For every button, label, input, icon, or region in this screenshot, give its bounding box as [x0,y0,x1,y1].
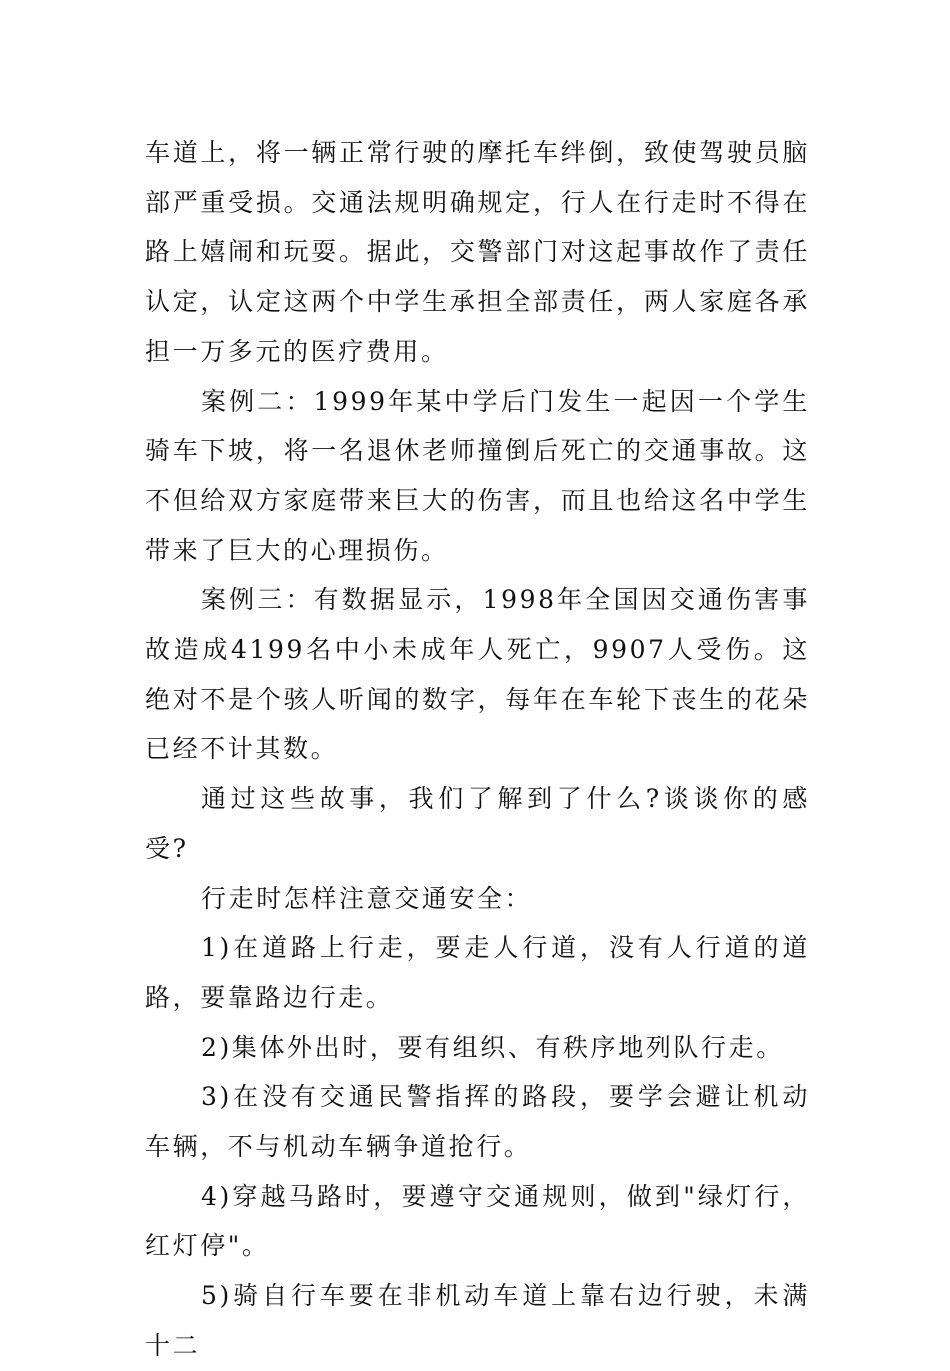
list-item-1: 1)在道路上行走，要走人行道，没有人行道的道路，要靠路边行走。 [145,933,810,1012]
document-page [145,128,810,1371]
paragraph-question: 通过这些故事，我们了解到了什么?谈谈你的感受? [145,784,810,863]
list-item-5: 5)骑自行车要在非机动车道上靠右边行驶，未满十二 [145,1281,810,1360]
list-item-4: 4)穿越马路时，要遵守交通规则，做到"绿灯行，红灯停"。 [145,1181,810,1261]
list-item-2: 2)集体外出时，要有组织、有秩序地列队行走。 [201,1032,784,1062]
paragraph-case-one-continued: 车道上，将一辆正常行驶的摩托车绊倒，致使驾驶员脑部严重受损。交通法规明确规定，行人在行走时不得在路上嬉闹和玩耍。据此，交警部门对这起事故作了责任认定，认定这两个中学生承担全部责任，两人家庭各承担一万多元的医疗费用。 [145,138,810,366]
paragraph-case-three: 案例三：有数据显示，1998年全国因交通伤害事故造成4199名中小未成年人死亡，9907人受伤。这绝对不是个骇人听闻的数字，每年在车轮下丧生的花朵已经不计其数。 [145,585,810,764]
paragraph-case-two: 案例二：1999年某中学后门发生一起因一个学生骑车下坡，将一名退休老师撞倒后死亡的交通事故。这不但给双方家庭带来巨大的伤害，而且也给这名中学生带来了巨大的心理损伤。 [145,386,810,565]
list-item-3: 3)在没有交通民警指挥的路段，要学会避让机动车辆，不与机动车辆争道抢行。 [145,1082,810,1162]
paragraph-safety-heading: 行走时怎样注意交通安全： [201,883,533,913]
